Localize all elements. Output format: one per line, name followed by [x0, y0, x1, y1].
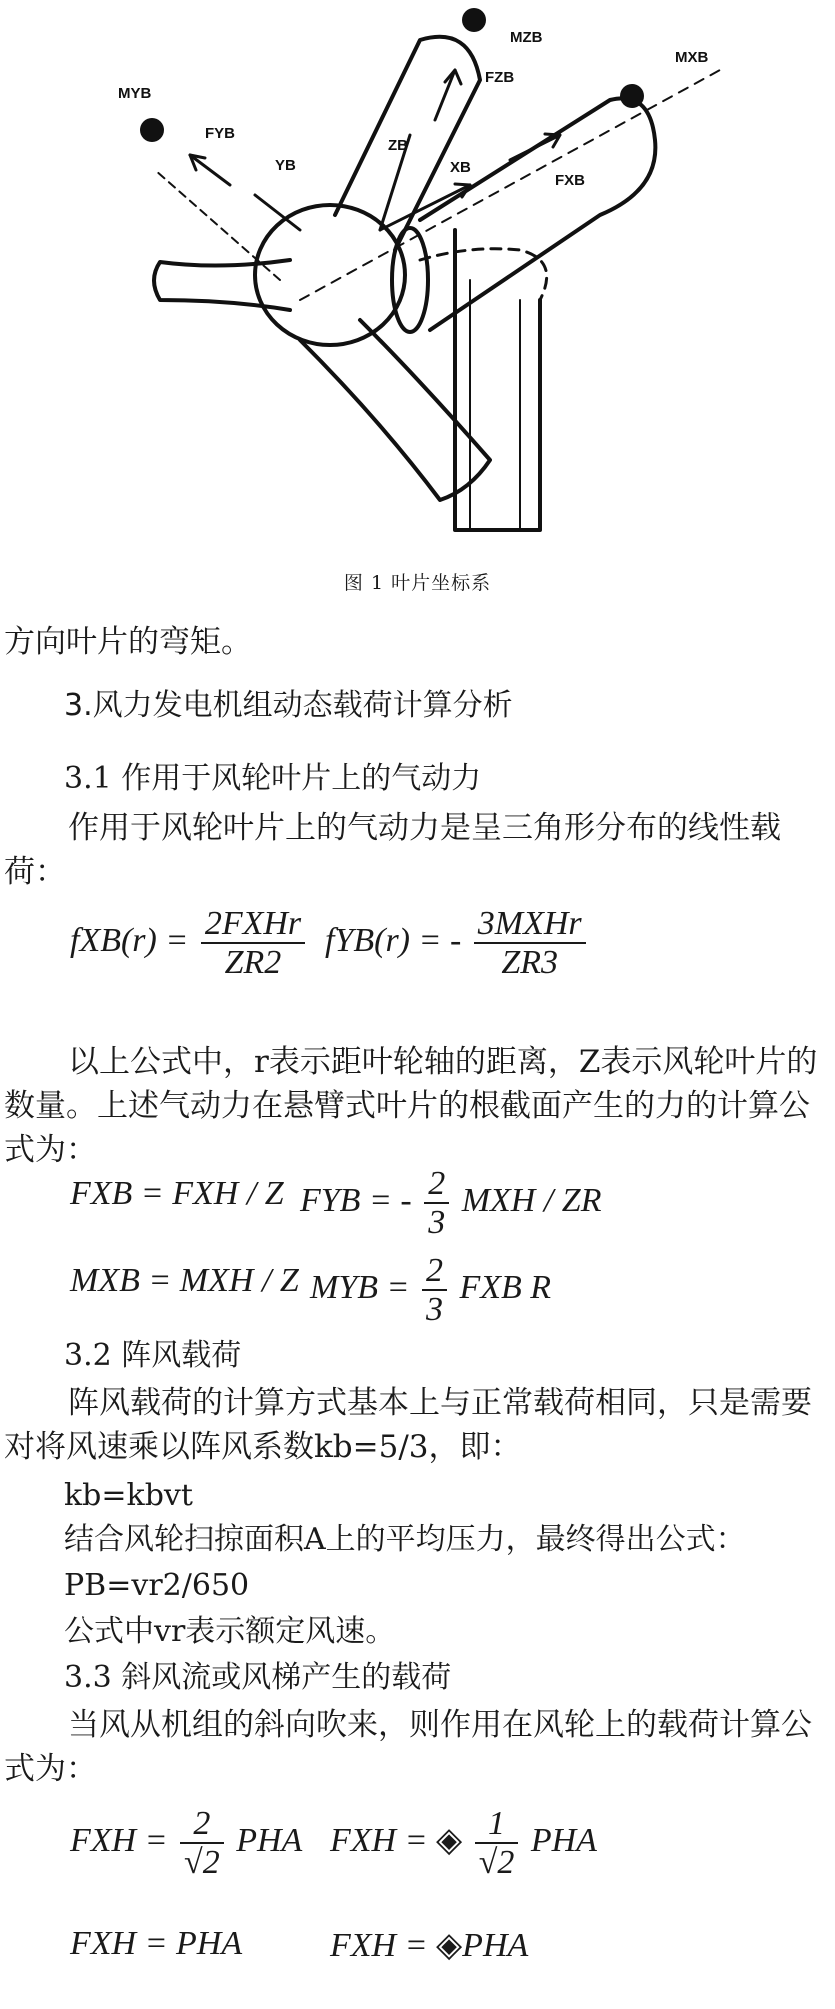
blade-coordinate-figure	[0, 0, 835, 560]
label-myb: MYB	[118, 85, 152, 102]
formula-fyb-denominator: 3	[428, 1204, 446, 1242]
formula-fyb	[300, 1165, 602, 1242]
formula-fxb: FXB = FXH / Z	[70, 1175, 284, 1212]
formula-fyb-r-numerator: 3MXHr	[474, 905, 586, 944]
formula-myb-denominator: 3	[425, 1291, 443, 1329]
subsection-heading-3-2: 3.2 阵风载荷	[64, 1338, 242, 1373]
formula-fxh-2-rhs: PHA	[530, 1822, 597, 1860]
label-mzb: MZB	[510, 29, 543, 46]
formula-fyb-lhs: FYB = -	[300, 1182, 412, 1220]
paragraph-3-2-a: 阵风载荷的计算方式基本上与正常载荷相同，只是需要对将风速乘以阵风系数kb=5/3，即：	[4, 1385, 812, 1465]
paragraph-3-2-c: 公式中vr表示额定风速。	[64, 1614, 396, 1649]
formula-fyb-fraction	[424, 1165, 449, 1242]
label-xb: XB	[450, 159, 471, 176]
formula-fyb-r-fraction	[474, 905, 586, 982]
paragraph-3-1-a: 作用于风轮叶片上的气动力是呈三角形分布的线性载荷：	[4, 810, 781, 890]
formula-fxh-1-fraction	[180, 1805, 224, 1882]
formula-myb-fraction	[422, 1252, 447, 1329]
formula-fxh-2-fraction	[475, 1805, 519, 1882]
formula-fxh-2-denominator: √2	[478, 1844, 515, 1882]
moment-yb-symbol	[140, 118, 164, 142]
paragraph-3-3-a: 当风从机组的斜向吹来，则作用在风轮上的载荷计算公式为：	[4, 1707, 812, 1787]
moment-zb-symbol	[462, 8, 486, 32]
formula-fxh-1	[70, 1805, 302, 1882]
formula-myb	[310, 1252, 551, 1329]
formula-fyb-rhs: MXH / ZR	[461, 1182, 602, 1220]
paragraph-3-2-b: 结合风轮扫掠面积A上的平均压力，最终得出公式：	[64, 1522, 746, 1557]
formula-kb: kb=kbvt	[64, 1478, 193, 1513]
formula-fxb-r-numerator: 2FXHr	[201, 905, 305, 944]
label-zb: ZB	[388, 137, 408, 154]
blade-left	[154, 260, 290, 310]
section-heading-3: 3.风力发电机组动态载荷计算分析	[64, 688, 513, 723]
label-fzb: FZB	[485, 69, 515, 86]
formula-mxb: MXB = MXH / Z	[70, 1262, 299, 1299]
formula-fyb-r-denominator: ZR3	[501, 944, 559, 982]
formula-fxh-2-numerator: 1	[475, 1805, 519, 1844]
formula-fxh-1-rhs: PHA	[236, 1822, 303, 1860]
formula-fxh-2-lhs: FXH = ◈	[330, 1822, 463, 1860]
formula-fxb-r-fraction	[201, 905, 305, 982]
label-mxb: MXB	[675, 49, 709, 66]
blade-lower	[300, 320, 490, 500]
formula-fyb-numerator: 2	[424, 1165, 449, 1204]
moment-xb-symbol	[620, 84, 644, 108]
formula-fxb-r	[70, 905, 309, 982]
formula-myb-lhs: MYB =	[310, 1269, 410, 1307]
formula-myb-rhs: FXB R	[459, 1269, 552, 1307]
paragraph-3-1-b: 以上公式中，r表示距叶轮轴的距离，Z表示风轮叶片的数量。上述气动力在悬臂式叶片的根截面产生的力的计算公式为：	[4, 1044, 818, 1168]
subsection-heading-3-1: 3.1 作用于风轮叶片上的气动力	[64, 761, 482, 796]
subsection-heading-3-3: 3.3 斜风流或风梯产生的载荷	[64, 1660, 452, 1695]
paragraph-continue: 方向叶片的弯矩。	[4, 624, 252, 660]
figure-caption: 图 1 叶片坐标系	[343, 572, 492, 594]
formula-fxh-3: FXH = PHA	[70, 1925, 243, 1962]
formula-fxh-1-numerator: 2	[180, 1805, 224, 1844]
formula-fxb-r-denominator: ZR2	[224, 944, 282, 982]
formula-fyb-r	[325, 905, 590, 982]
formula-fxb-r-lhs: fXB(r) =	[70, 922, 189, 960]
formula-fxh-1-denominator: √2	[184, 1844, 220, 1882]
label-fyb: FYB	[205, 125, 235, 142]
formula-pb: PB=vr2/650	[64, 1568, 250, 1603]
label-fxb: FXB	[555, 172, 585, 189]
formula-fxh-2	[330, 1805, 597, 1882]
formula-fyb-r-lhs: fYB(r) = -	[325, 922, 462, 960]
formula-fxh-1-lhs: FXH =	[70, 1822, 168, 1860]
formula-fxh-4: FXH = ◈PHA	[330, 1927, 529, 1964]
label-yb: YB	[275, 157, 296, 174]
formula-myb-numerator: 2	[422, 1252, 447, 1291]
